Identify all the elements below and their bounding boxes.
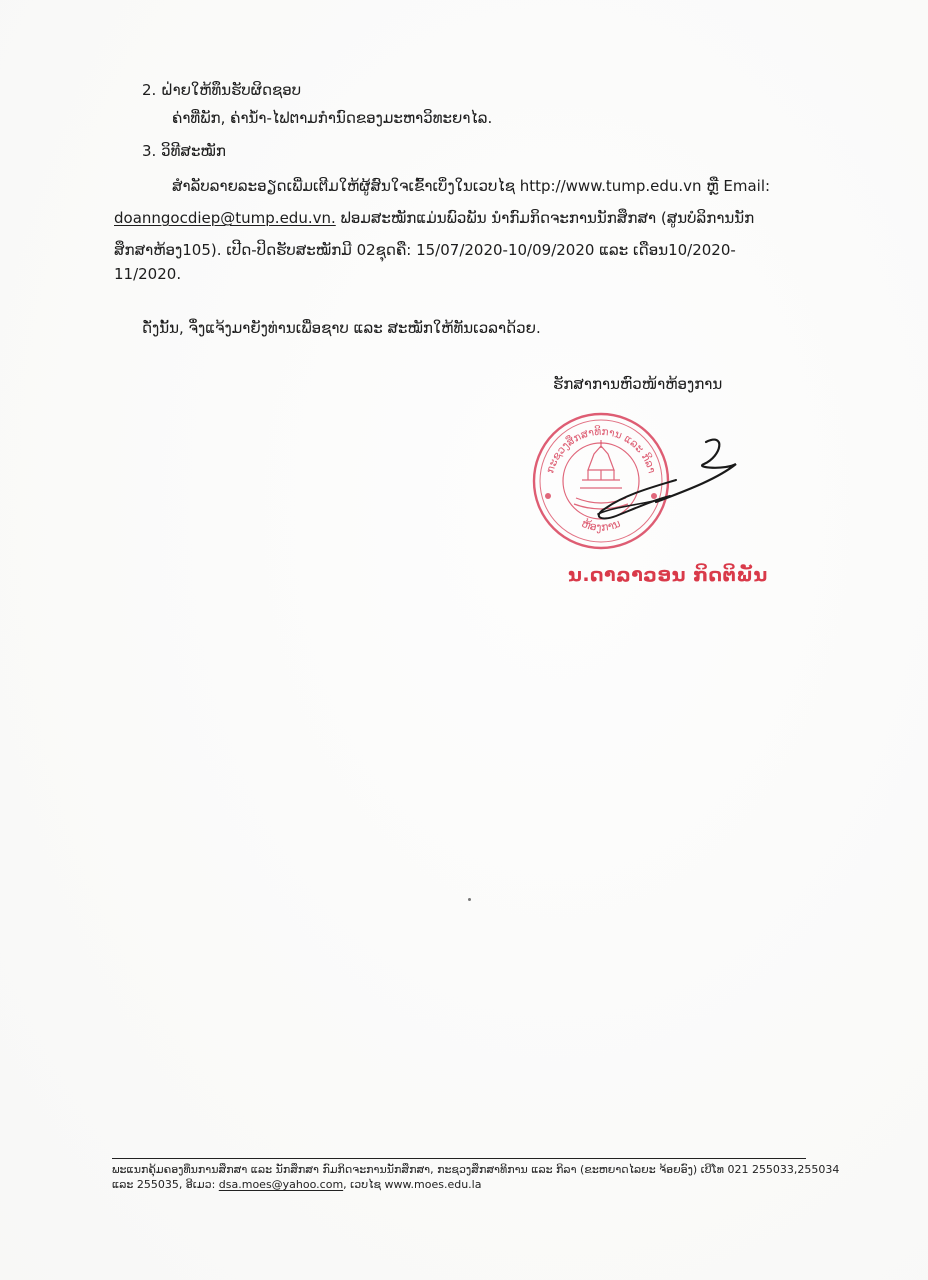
- seal-bottom-text: ຫ້ອງການ: [579, 516, 623, 534]
- section-3-heading: 3. ວິທີສະໝັກ: [142, 142, 226, 160]
- handwritten-signature-icon: [586, 430, 756, 550]
- closing-sentence: ດັ່ງນັ້ນ, ຈຶ່ງແຈ້ງມາຍັງທ່ານເພື່ອຊາບ ແລະ ສະໝັກໃຫ້ທັນເວລາດ້ວຍ.: [142, 319, 541, 337]
- section-3-line-3: ສຶກສາຫ້ອງ105). ເປີດ-ປິດຮັບສະໝັກມີ 02ຊຸດຄື: 15/07/2020-10/09/2020 ແລະ ເດືອນ10/2020-: [114, 241, 736, 259]
- paper-speck: [468, 898, 471, 901]
- section-2-heading: 2. ຝ່າຍໃຫ້ທຶນຮັບຜິດຊອບ: [142, 81, 302, 99]
- section-3-line-2: [114, 208, 754, 228]
- footer-line-2: [112, 1177, 481, 1192]
- section-2-detail: ຄ່າທີ່ພັກ, ຄ່ານ້ຳ-ໄຟຕາມກຳນົດຂອງມະຫາວິທະຍາໄລ.: [172, 109, 493, 127]
- footer-line-2-suffix: , ເວບໄຊ www.moes.edu.la: [343, 1178, 482, 1191]
- seal-top-text: ກະຊວງສຶກສາທິການ ແລະ ກິລາ: [544, 425, 658, 475]
- signer-name: ນ.ດາລາວອນ ກິດຕິພັນ: [568, 564, 768, 586]
- footer-line-1: ພະແນກຄຸ້ມຄອງທຶນການສຶກສາ ແລະ ນັກສຶກສາ ກົມກິດຈະການນັກສຶກສາ, ກະຊວງສຶກສາທິການ ແລະ ກິລາ (ຂະຫຍາດໄລຍະ ຈ້ອຍອົງ) ເບີໂທ 021 255033,255034: [112, 1163, 840, 1176]
- section-3-line-1: ສຳລັບລາຍລະອຽດເພີ່ມເຕີມໃຫ້ຜູ້ສົນໃຈເຂົ້າເບິ່ງໃນເວບໄຊ http://www.tump.edu.vn ຫຼື Email:: [172, 177, 771, 195]
- contact-email-link[interactable]: doanngocdiep@tump.edu.vn.: [114, 209, 336, 227]
- footer-divider: [112, 1158, 806, 1159]
- footer-email-link[interactable]: dsa.moes@yahoo.com: [218, 1178, 344, 1191]
- footer-line-2-prefix: ແລະ 255035, ອີເມວ:: [112, 1178, 216, 1191]
- section-3-line-4: 11/2020.: [114, 265, 182, 283]
- section-3-line-2-text: ຟອມສະໝັກແມ່ນພົວພັນ ນຳກົມກິດຈະການນັກສຶກສາ (ສູນບໍລິການນັກ: [335, 209, 755, 227]
- signature-title: ຮັກສາການຫົວໜ້າຫ້ອງການ: [553, 375, 723, 393]
